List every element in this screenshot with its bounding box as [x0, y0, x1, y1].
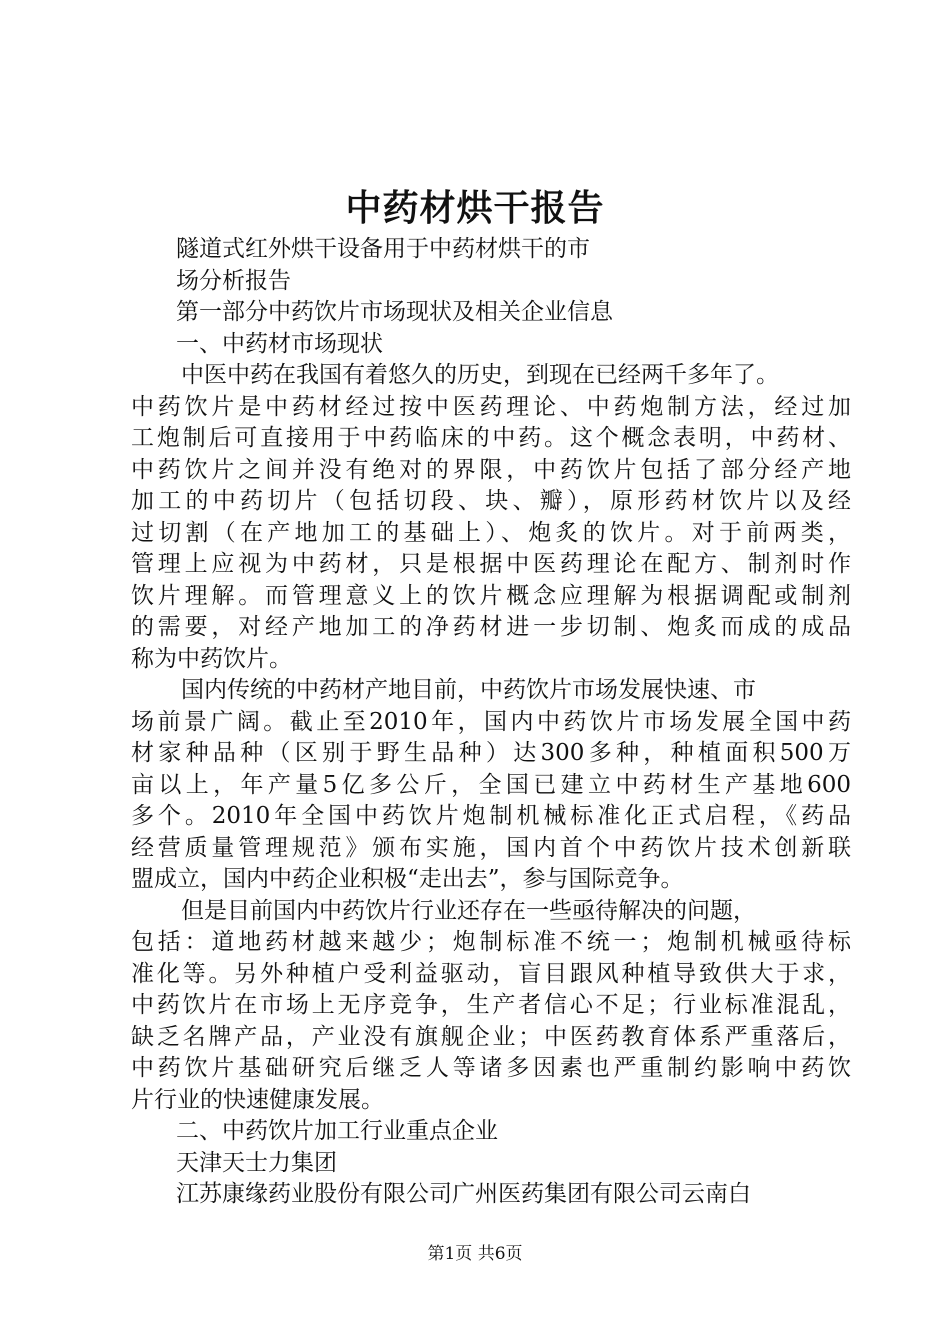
text-line: 中医中药在我国有着悠久的历史，到现在已经两千多年了。 — [181, 362, 779, 388]
text-line: 材家种品种（区别于野生品种）达300多种，种植面积500万 — [131, 740, 851, 766]
text-line: 加工的中药切片（包括切段、块、瓣），原形药材饮片以及经 — [131, 488, 851, 514]
text-line: 饮片理解。而管理意义上的饮片概念应理解为根据调配或制剂 — [131, 582, 851, 609]
text-line: 隧道式红外烘干设备用于中药材烘干的市 — [176, 236, 590, 262]
text-line: 场前景广阔。截止至2010年，国内中药饮片市场发展全国中药 — [131, 708, 851, 735]
text-line: 经营质量管理规范》颁布实施，国内首个中药饮片技术创新联 — [131, 834, 851, 861]
section-heading: 第一部分中药饮片市场现状及相关企业信息 — [176, 299, 613, 325]
text-line: 包括：道地药材越来越少；炮制标准不统一；炮制机械亟待标 — [131, 929, 851, 955]
text-line: 过切割（在产地加工的基础上）、炮炙的饮片。对于前两类， — [131, 519, 851, 546]
text-line: 中药饮片是中药材经过按中医药理论、中药炮制方法，经过加 — [131, 393, 851, 420]
text-line: 国内传统的中药材产地目前，中药饮片市场发展快速、市 — [181, 677, 756, 703]
text-line: 场分析报告 — [176, 267, 291, 294]
document-title: 中药材烘干报告 — [345, 187, 605, 229]
text-line: 中药饮片基础研究后继乏人等诸多因素也严重制约影响中药饮 — [131, 1055, 851, 1081]
text-line: 盟成立，国内中药企业积极“走出去”，参与国际竞争。 — [131, 866, 684, 892]
text-line: 称为中药饮片。 — [131, 645, 292, 672]
text-line: 缺乏名牌产品，产业没有旗舰企业；中医药教育体系严重落后， — [131, 1023, 851, 1050]
text-line: 准化等。另外种植户受利益驱动，盲目跟风种植导致供大于求， — [131, 960, 851, 987]
text-line: 江苏康缘药业股份有限公司广州医药集团有限公司云南白 — [176, 1181, 751, 1207]
text-line: 天津天士力集团 — [176, 1149, 337, 1176]
text-line: 的需要，对经产地加工的净药材进一步切制、炮炙而成的成品 — [131, 614, 851, 640]
text-line: 中药饮片在市场上无序竞争，生产者信心不足；行业标准混乱， — [131, 992, 851, 1018]
text-line: 但是目前国内中药饮片行业还存在一些亟待解决的问题， — [181, 897, 756, 924]
subsection-heading: 二、中药饮片加工行业重点企业 — [176, 1118, 498, 1144]
text-line: 管理上应视为中药材，只是根据中医药理论在配方、制剂时作 — [131, 551, 851, 577]
subsection-heading: 一、中药材市场现状 — [176, 330, 383, 357]
text-line: 片行业的快速健康发展。 — [131, 1086, 384, 1113]
text-line: 多个。2010年全国中药饮片炮制机械标准化正式启程，《药品 — [131, 803, 851, 829]
text-line: 工炮制后可直接用于中药临床的中药。这个概念表明，中药材、 — [131, 425, 851, 451]
text-line: 中药饮片之间并没有绝对的界限，中药饮片包括了部分经产地 — [131, 456, 851, 483]
text-line: 亩以上，年产量5亿多公斤，全国已建立中药材生产基地600 — [131, 771, 851, 798]
document-body — [131, 234, 851, 1211]
page-number-footer: 第1页 共6页 — [427, 1244, 523, 1264]
